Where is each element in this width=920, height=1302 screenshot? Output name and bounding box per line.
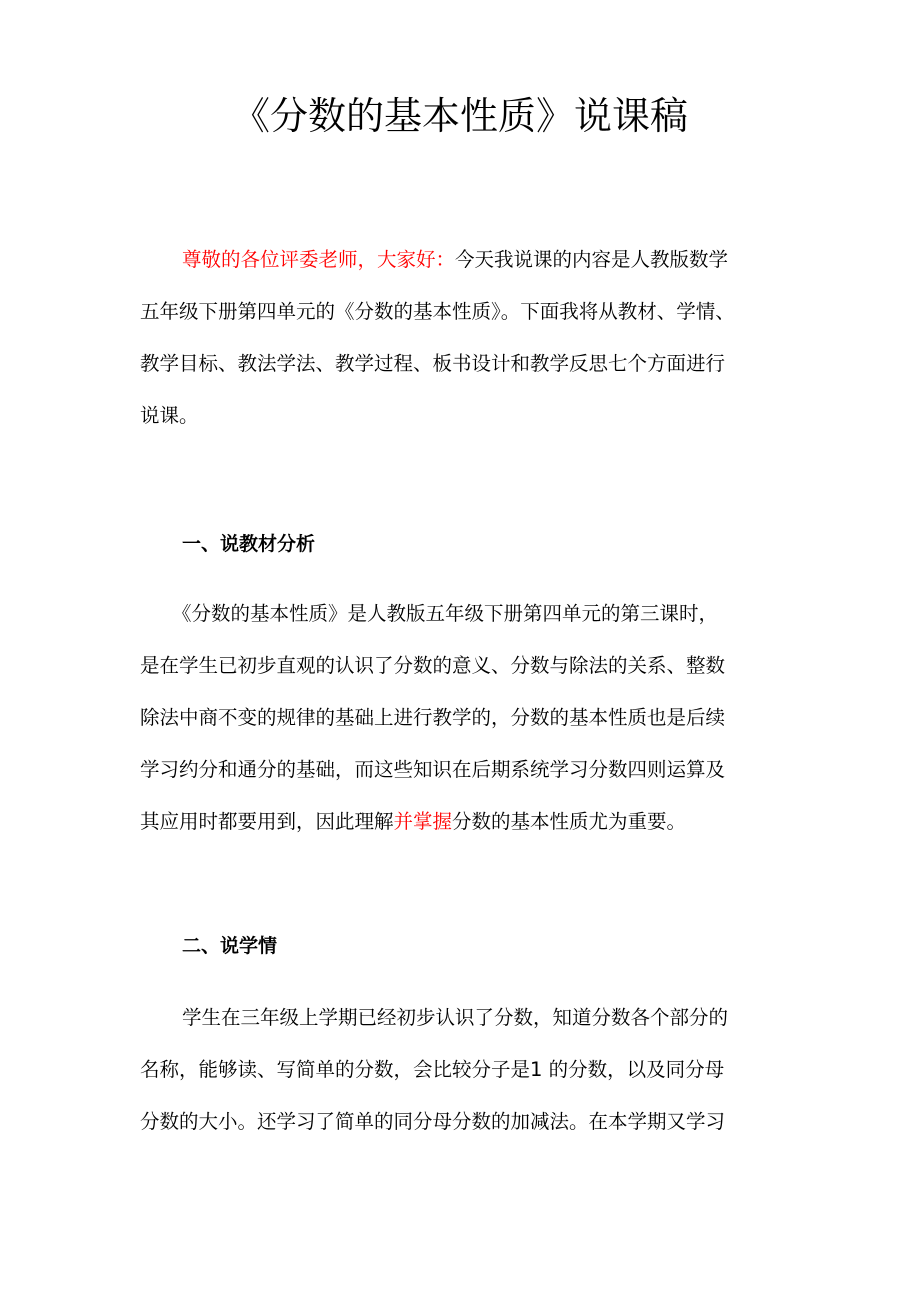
textbook-line-1: 《分数的基本性质》是人教版五年级下册第四单元的第三课时， xyxy=(172,602,719,625)
intro-line-1 xyxy=(140,234,790,286)
textbook-line-3: 除法中商不变的规律的基础上进行教学的，分数的基本性质也是后续 xyxy=(140,706,726,729)
intro-paragraph xyxy=(140,234,790,442)
greeting-text: 尊敬的各位评委老师，大家好： xyxy=(182,248,456,271)
students-line-3: 分数的大小。还学习了简单的同分母分数的加减法。在本学期又学习 xyxy=(140,1110,726,1133)
students-paragraph xyxy=(140,992,790,1148)
document-title: 《分数的基本性质》说课稿 xyxy=(231,94,688,138)
students-line-1: 学生在三年级上学期已经初步认识了分数，知道分数各个部分的 xyxy=(182,1006,729,1029)
intro-line-2: 五年级下册第四单元的《分数的基本性质》。下面我将从教材、学情、 xyxy=(140,300,735,323)
textbook-paragraph xyxy=(140,588,790,848)
textbook-line-5 xyxy=(140,796,790,848)
textbook-line-4: 学习约分和通分的基础，而这些知识在后期系统学习分数四则运算及 xyxy=(140,758,726,781)
students-line-2: 名称，能够读、写简单的分数，会比较分子是1 的分数，以及同分母 xyxy=(140,1058,725,1081)
textbook-line-2: 是在学生已初步直观的认识了分数的意义、分数与除法的关系、整数 xyxy=(140,654,726,677)
section-heading-students: 二、说学情 xyxy=(182,935,278,957)
section-heading-textbook: 一、说教材分析 xyxy=(182,533,316,555)
intro-text: 今天我说课的内容是人教版数学 xyxy=(455,248,729,271)
intro-line-3: 教学目标、教法学法、教学过程、板书设计和教学反思七个方面进行 xyxy=(140,352,726,375)
highlight-text: 并掌握 xyxy=(393,810,453,833)
intro-line-4: 说课。 xyxy=(140,404,199,427)
textbook-line-5-before: 其应用时都要用到，因此理解 xyxy=(140,810,394,833)
textbook-line-5-after: 分数的基本性质尤为重要。 xyxy=(452,810,687,833)
